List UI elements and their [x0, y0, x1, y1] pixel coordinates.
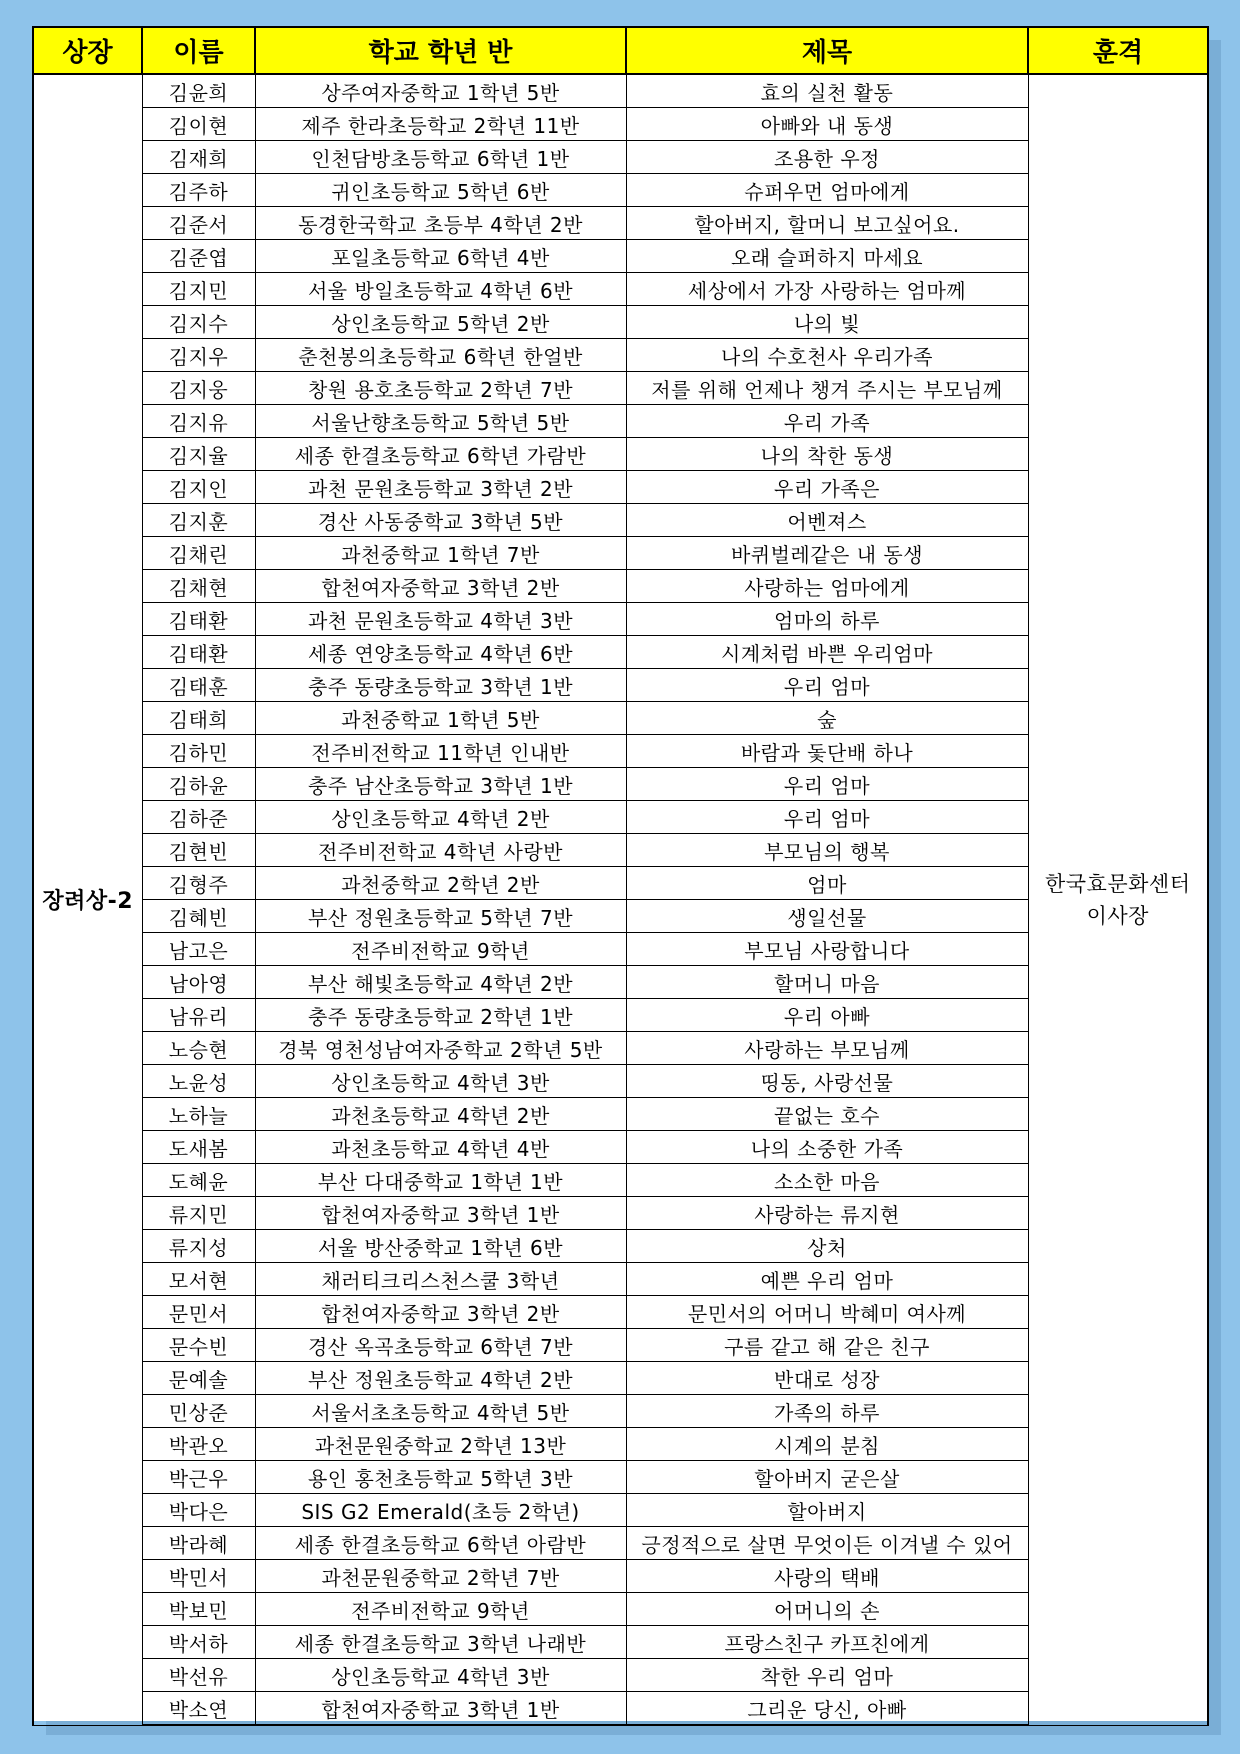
school-cell: 과천문원중학교 2학년 7반 [255, 1560, 626, 1593]
title-cell: 슈퍼우먼 엄마에게 [626, 174, 1028, 207]
school-cell: 상주여자중학교 1학년 5반 [255, 74, 626, 108]
school-cell: 세종 한결초등학교 6학년 가람반 [255, 438, 626, 471]
giver-line1: 한국효문화센터 [1044, 871, 1191, 896]
title-cell: 할아버지 [626, 1494, 1028, 1527]
title-cell: 바람과 돛단배 하나 [626, 735, 1028, 768]
name-cell: 남유리 [142, 999, 255, 1032]
school-cell: 합천여자중학교 3학년 1반 [255, 1692, 626, 1726]
school-cell: 세종 한결초등학교 6학년 아람반 [255, 1527, 626, 1560]
title-cell: 부모님 사랑합니다 [626, 933, 1028, 966]
title-cell: 바퀴벌레같은 내 동생 [626, 537, 1028, 570]
title-cell: 어벤져스 [626, 504, 1028, 537]
title-cell: 오래 슬퍼하지 마세요 [626, 240, 1028, 273]
title-cell: 띵동, 사랑선물 [626, 1065, 1028, 1098]
title-cell: 생일선물 [626, 900, 1028, 933]
title-cell: 시계처럼 바쁜 우리엄마 [626, 636, 1028, 669]
title-cell: 긍정적으로 살면 무엇이든 이겨낼 수 있어 [626, 1527, 1028, 1560]
name-cell: 김지율 [142, 438, 255, 471]
title-cell: 우리 가족 [626, 405, 1028, 438]
name-cell: 김지인 [142, 471, 255, 504]
title-cell: 엄마 [626, 867, 1028, 900]
name-cell: 김태훈 [142, 669, 255, 702]
name-cell: 민상준 [142, 1395, 255, 1428]
school-cell: 동경한국학교 초등부 4학년 2반 [255, 207, 626, 240]
school-cell: 포일초등학교 6학년 4반 [255, 240, 626, 273]
name-cell: 노승현 [142, 1032, 255, 1065]
title-cell: 할머니 마음 [626, 966, 1028, 999]
school-cell: 합천여자중학교 3학년 2반 [255, 1296, 626, 1329]
school-cell: 서울 방산중학교 1학년 6반 [255, 1230, 626, 1263]
name-cell: 김준엽 [142, 240, 255, 273]
title-cell: 끝없는 호수 [626, 1098, 1028, 1131]
school-cell: 과천문원중학교 2학년 13반 [255, 1428, 626, 1461]
school-cell: 세종 연양초등학교 4학년 6반 [255, 636, 626, 669]
school-cell: 과천중학교 1학년 7반 [255, 537, 626, 570]
title-cell: 사랑하는 류지현 [626, 1197, 1028, 1230]
name-cell: 류지성 [142, 1230, 255, 1263]
name-cell: 김지유 [142, 405, 255, 438]
school-cell: 합천여자중학교 3학년 1반 [255, 1197, 626, 1230]
school-cell: 충주 동량초등학교 3학년 1반 [255, 669, 626, 702]
name-cell: 류지민 [142, 1197, 255, 1230]
title-cell: 그리운 당신, 아빠 [626, 1692, 1028, 1726]
giver-cell [1028, 74, 1208, 1725]
header-title: 제목 [626, 27, 1028, 74]
name-cell: 김하민 [142, 735, 255, 768]
school-cell: 전주비전학교 9학년 [255, 1593, 626, 1626]
title-cell: 예쁜 우리 엄마 [626, 1263, 1028, 1296]
title-cell: 나의 착한 동생 [626, 438, 1028, 471]
name-cell: 박관오 [142, 1428, 255, 1461]
school-cell: 전주비전학교 11학년 인내반 [255, 735, 626, 768]
title-cell: 우리 아빠 [626, 999, 1028, 1032]
name-cell: 김하윤 [142, 768, 255, 801]
name-cell: 박보민 [142, 1593, 255, 1626]
name-cell: 김태환 [142, 603, 255, 636]
name-cell: 김태희 [142, 702, 255, 735]
title-cell: 문민서의 어머니 박혜미 여사께 [626, 1296, 1028, 1329]
title-cell: 나의 빛 [626, 306, 1028, 339]
name-cell: 김지수 [142, 306, 255, 339]
award-table-body [33, 74, 1208, 1725]
name-cell: 박근우 [142, 1461, 255, 1494]
title-cell: 우리 엄마 [626, 801, 1028, 834]
name-cell: 남고은 [142, 933, 255, 966]
title-cell: 세상에서 가장 사랑하는 엄마께 [626, 273, 1028, 306]
school-cell: 서울서초초등학교 4학년 5반 [255, 1395, 626, 1428]
school-cell: 부산 다대중학교 1학년 1반 [255, 1164, 626, 1197]
name-cell: 도혜윤 [142, 1164, 255, 1197]
school-cell: 상인초등학교 4학년 3반 [255, 1659, 626, 1692]
school-cell: 제주 한라초등학교 2학년 11반 [255, 108, 626, 141]
title-cell: 할아버지, 할머니 보고싶어요. [626, 207, 1028, 240]
school-cell: 과천중학교 2학년 2반 [255, 867, 626, 900]
title-cell: 프랑스친구 카프친에게 [626, 1626, 1028, 1659]
school-cell: 경북 영천성남여자중학교 2학년 5반 [255, 1032, 626, 1065]
school-cell: 경산 사동중학교 3학년 5반 [255, 504, 626, 537]
school-cell: 부산 정원초등학교 4학년 2반 [255, 1362, 626, 1395]
name-cell: 김현빈 [142, 834, 255, 867]
header-school: 학교 학년 반 [255, 27, 626, 74]
title-cell: 우리 엄마 [626, 669, 1028, 702]
title-cell: 부모님의 행복 [626, 834, 1028, 867]
title-cell: 아빠와 내 동생 [626, 108, 1028, 141]
title-cell: 시계의 분침 [626, 1428, 1028, 1461]
name-cell: 김재희 [142, 141, 255, 174]
school-cell: 인천담방초등학교 6학년 1반 [255, 141, 626, 174]
name-cell: 박라혜 [142, 1527, 255, 1560]
header-giver: 훈격 [1028, 27, 1208, 74]
name-cell: 김지우 [142, 339, 255, 372]
name-cell: 박소연 [142, 1692, 255, 1726]
title-cell: 반대로 성장 [626, 1362, 1028, 1395]
name-cell: 모서현 [142, 1263, 255, 1296]
school-cell: 춘천봉의초등학교 6학년 한얼반 [255, 339, 626, 372]
name-cell: 문수빈 [142, 1329, 255, 1362]
school-cell: 채러티크리스천스쿨 3학년 [255, 1263, 626, 1296]
name-cell: 김채린 [142, 537, 255, 570]
name-cell: 박다은 [142, 1494, 255, 1527]
name-cell: 남아영 [142, 966, 255, 999]
title-cell: 사랑의 택배 [626, 1560, 1028, 1593]
award-list-sheet [32, 26, 1207, 1721]
school-cell: 충주 동량초등학교 2학년 1반 [255, 999, 626, 1032]
name-cell: 김지민 [142, 273, 255, 306]
award-cell: 장려상-2 [33, 74, 142, 1725]
title-cell: 우리 가족은 [626, 471, 1028, 504]
school-cell: 충주 남산초등학교 3학년 1반 [255, 768, 626, 801]
title-cell: 저를 위해 언제나 챙겨 주시는 부모님께 [626, 372, 1028, 405]
name-cell: 김주하 [142, 174, 255, 207]
title-cell: 숲 [626, 702, 1028, 735]
header-award: 상장 [33, 27, 142, 74]
name-cell: 김하준 [142, 801, 255, 834]
name-cell: 김윤희 [142, 74, 255, 108]
school-cell: 전주비전학교 9학년 [255, 933, 626, 966]
name-cell: 김형주 [142, 867, 255, 900]
school-cell: 경산 옥곡초등학교 6학년 7반 [255, 1329, 626, 1362]
school-cell: 전주비전학교 4학년 사랑반 [255, 834, 626, 867]
title-cell: 착한 우리 엄마 [626, 1659, 1028, 1692]
name-cell: 김채현 [142, 570, 255, 603]
name-cell: 김혜빈 [142, 900, 255, 933]
name-cell: 김지훈 [142, 504, 255, 537]
title-cell: 나의 소중한 가족 [626, 1131, 1028, 1164]
name-cell: 김이현 [142, 108, 255, 141]
title-cell: 조용한 우정 [626, 141, 1028, 174]
name-cell: 노하늘 [142, 1098, 255, 1131]
title-cell: 엄마의 하루 [626, 603, 1028, 636]
school-cell: 과천초등학교 4학년 4반 [255, 1131, 626, 1164]
school-cell: 부산 해빛초등학교 4학년 2반 [255, 966, 626, 999]
name-cell: 노윤성 [142, 1065, 255, 1098]
school-cell: 서울난향초등학교 5학년 5반 [255, 405, 626, 438]
award-table [32, 26, 1209, 1726]
name-cell: 문민서 [142, 1296, 255, 1329]
title-cell: 소소한 마음 [626, 1164, 1028, 1197]
name-cell: 문예솔 [142, 1362, 255, 1395]
school-cell: 세종 한결초등학교 3학년 나래반 [255, 1626, 626, 1659]
school-cell: 귀인초등학교 5학년 6반 [255, 174, 626, 207]
name-cell: 김지웅 [142, 372, 255, 405]
school-cell: 창원 용호초등학교 2학년 7반 [255, 372, 626, 405]
title-cell: 어머니의 손 [626, 1593, 1028, 1626]
title-cell: 상처 [626, 1230, 1028, 1263]
title-cell: 구름 같고 해 같은 친구 [626, 1329, 1028, 1362]
name-cell: 박서하 [142, 1626, 255, 1659]
name-cell: 김태환 [142, 636, 255, 669]
school-cell: 용인 홍천초등학교 5학년 3반 [255, 1461, 626, 1494]
school-cell: 과천초등학교 4학년 2반 [255, 1098, 626, 1131]
table-row [33, 74, 1208, 108]
school-cell: 상인초등학교 5학년 2반 [255, 306, 626, 339]
school-cell: 상인초등학교 4학년 2반 [255, 801, 626, 834]
name-cell: 도새봄 [142, 1131, 255, 1164]
school-cell: 부산 정원초등학교 5학년 7반 [255, 900, 626, 933]
header-name: 이름 [142, 27, 255, 74]
title-cell: 효의 실천 활동 [626, 74, 1028, 108]
name-cell: 박민서 [142, 1560, 255, 1593]
title-cell: 우리 엄마 [626, 768, 1028, 801]
school-cell: 상인초등학교 4학년 3반 [255, 1065, 626, 1098]
title-cell: 나의 수호천사 우리가족 [626, 339, 1028, 372]
school-cell: SIS G2 Emerald(초등 2학년) [255, 1494, 626, 1527]
school-cell: 과천 문원초등학교 4학년 3반 [255, 603, 626, 636]
school-cell: 과천중학교 1학년 5반 [255, 702, 626, 735]
title-cell: 사랑하는 엄마에게 [626, 570, 1028, 603]
title-cell: 가족의 하루 [626, 1395, 1028, 1428]
title-cell: 사랑하는 부모님께 [626, 1032, 1028, 1065]
giver-line2: 이사장 [1086, 903, 1149, 928]
school-cell: 서울 방일초등학교 4학년 6반 [255, 273, 626, 306]
name-cell: 박선유 [142, 1659, 255, 1692]
title-cell: 할아버지 굳은살 [626, 1461, 1028, 1494]
header-row [33, 27, 1208, 74]
school-cell: 합천여자중학교 3학년 2반 [255, 570, 626, 603]
name-cell: 김준서 [142, 207, 255, 240]
school-cell: 과천 문원초등학교 3학년 2반 [255, 471, 626, 504]
